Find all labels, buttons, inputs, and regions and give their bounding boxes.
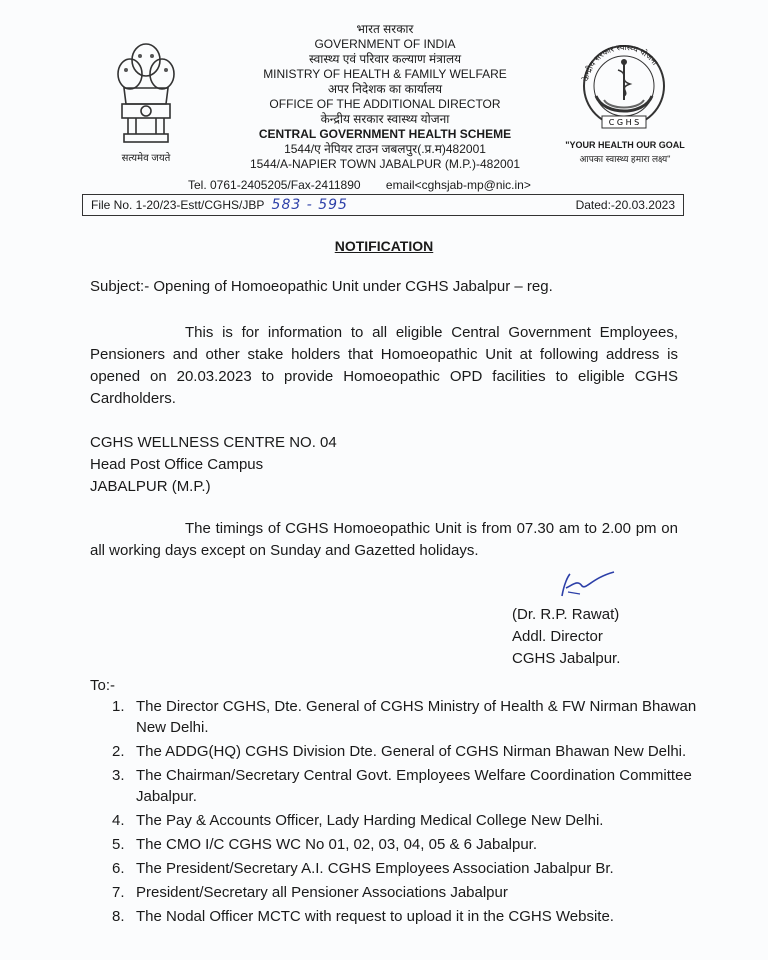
header-govt: GOVERNMENT OF INDIA [314,37,456,51]
address-line-3: JABALPUR (M.P.) [90,478,211,495]
signatory-designation: Addl. Director [512,628,603,645]
signature-icon [548,566,618,606]
telephone-fax: Tel. 0761-2405205/Fax-2411890 [188,178,361,192]
email-address: email<cghsjab-mp@nic.in> [385,178,531,192]
logo-tagline-english: "YOUR HEALTH OUR GOAL [565,140,685,150]
national-emblem-icon [110,38,182,148]
list-item: 1. The Director CGHS, Dte. General of CGHS Ministry of Health & FW Nirman Bhawan New Delhi. [112,698,697,736]
file-number: File No. 1-20/23-Estt/CGHS/JBP [91,198,265,212]
list-item: 8. The Nodal Officer MCTC with request to upload it in the CGHS Website. [112,908,614,925]
address-line-2: Head Post Office Campus [90,456,264,473]
body-paragraph-2: The timings of CGHS Homoeopathic Unit is from 07.30 am to 2.00 pm on all working days except on Sunday and Gazetted holidays. [90,520,678,559]
list-item: 4. The Pay & Accounts Officer, Lady Harding Medical College New Delhi. [112,812,604,829]
unit-address [90,432,337,498]
emblem-caption: सत्यमेव जयते [121,153,171,164]
notification-title: NOTIFICATION [334,238,434,254]
cghs-logo-ring-text: केन्द्रीय सरकार स्वास्थ्य योजना [581,42,660,82]
list-item: 5. The CMO I/C CGHS WC No 01, 02, 03, 04, 05 & 6 Jabalpur. [112,836,538,853]
header-address: 1544/A-NAPIER TOWN JABALPUR (M.P.)-482001 [249,157,521,171]
header-office: OFFICE OF THE ADDITIONAL DIRECTOR [269,97,501,111]
header-hindi-govt: भारत सरकार [356,22,414,36]
subject-line: Subject:- Opening of Homoeopathic Unit under CGHS Jabalpur – reg. [90,278,553,295]
header-hindi-scheme: केन्द्रीय सरकार स्वास्थ्य योजना [320,112,450,126]
header-hindi-office: अपर निदेशक का कार्यालय [327,82,443,96]
cghs-logo-icon [574,36,674,136]
recipient-list [90,696,726,930]
logo-tagline-hindi: आपका स्वास्थ्य हमारा लक्ष्य" [579,154,671,164]
contact-line [188,178,531,192]
address-line-1: CGHS WELLNESS CENTRE NO. 04 [90,434,337,451]
list-item: 2. The ADDG(HQ) CGHS Division Dte. General of CGHS Nirman Bhawan New Delhi. [112,743,687,760]
letterhead [240,22,530,172]
header-scheme: CENTRAL GOVERNMENT HEALTH SCHEME [258,127,512,141]
body-paragraph-1: This is for information to all eligible Central Government Employees, Pensioners and other stake holders that Homoeopathic Unit at following address is opened on 20.03.2023 to provide Homoeopathic OPD facilities to eligible CGHS Cardholders. [90,324,678,407]
cghs-logo-banner: C G H S [608,118,640,127]
header-hindi-address: 1544/ए नेपियर टाउन जबलपुर(.प्र.म)482001 [284,142,486,156]
signatory-office: CGHS Jabalpur. [512,650,621,667]
list-item: 6. The President/Secretary A.I. CGHS Employees Association Jabalpur Br. [112,860,614,877]
list-item: 7. President/Secretary all Pensioner Associations Jabalpur [112,884,508,901]
to-label: To:- [90,677,116,694]
signatory-block [512,604,620,670]
handwritten-dispatch-number: 583 - 595 [271,197,348,213]
header-ministry: MINISTRY OF HEALTH & FAMILY WELFARE [263,67,507,81]
signatory-name: (Dr. R.P. Rawat) [512,606,620,623]
list-item: 3. The Chairman/Secretary Central Govt. Employees Welfare Coordination Committee Jabalpur. [112,767,692,805]
svg-text:केन्द्रीय सरकार स्वास्थ्य योजन [580,43,660,82]
file-date: Dated:-20.03.2023 [575,198,675,212]
header-hindi-ministry: स्वास्थ्य एवं परिवार कल्याण मंत्रालय [308,52,462,66]
file-reference-bar [82,194,684,216]
